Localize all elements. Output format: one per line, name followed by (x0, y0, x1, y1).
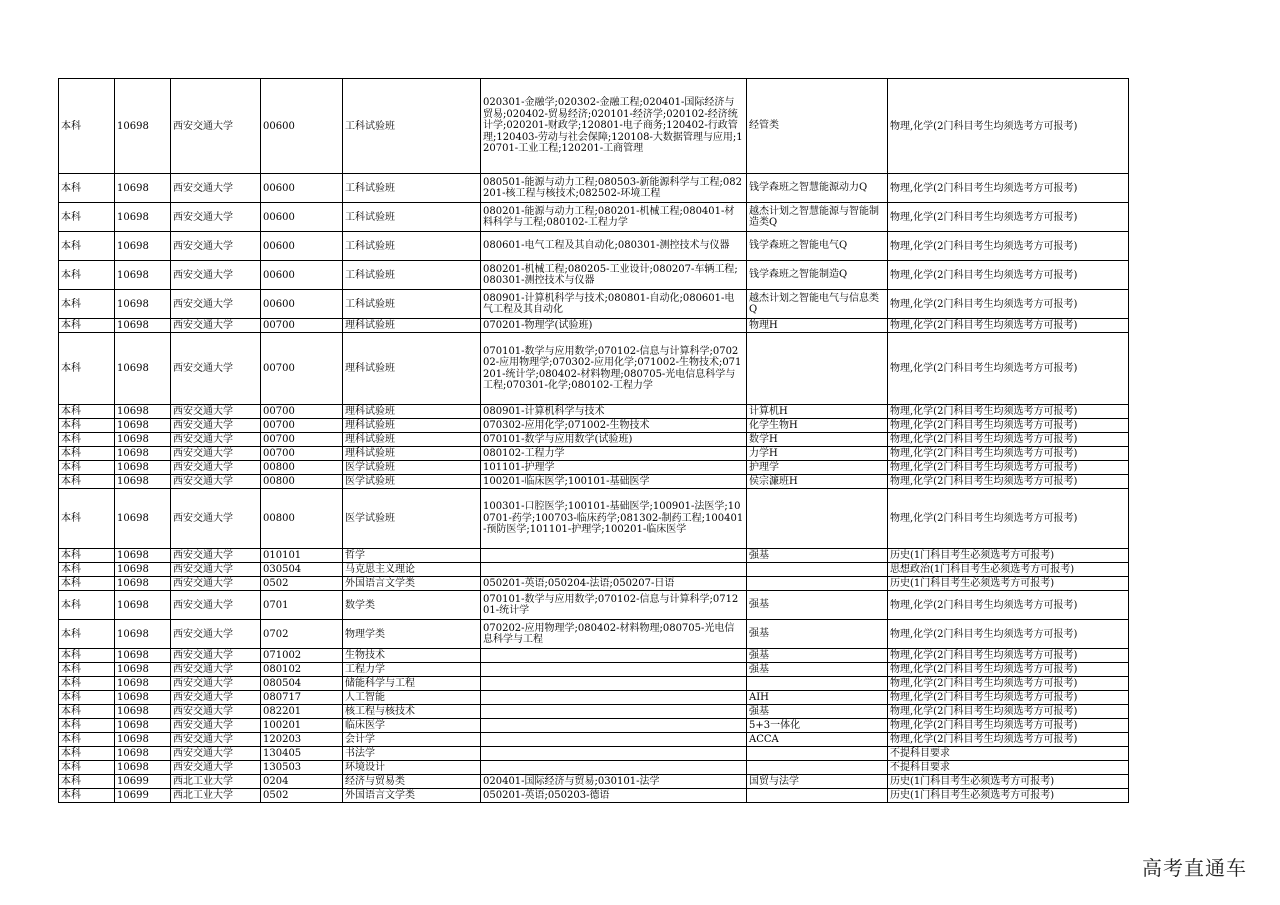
level-cell: 本科 (59, 733, 115, 747)
table-row (59, 433, 1129, 447)
major-name-cell: 工科试验班 (343, 174, 481, 203)
major-name-cell: 核工程与核技术 (343, 705, 481, 719)
level-cell: 本科 (59, 747, 115, 761)
level-cell: 本科 (59, 705, 115, 719)
school-code-cell: 10698 (115, 705, 171, 719)
remark-cell: 计算机H (747, 405, 888, 419)
school-code-cell: 10698 (115, 677, 171, 691)
included-majors-cell: 080901-计算机科学与技术;080801-自动化;080601-电气工程及其自动化 (481, 290, 747, 319)
subject-requirement-cell: 物理,化学(2门科目考生均须选考方可报考) (888, 261, 1129, 290)
remark-cell: 钱学森班之智能电气Q (747, 232, 888, 261)
table-row (59, 733, 1129, 747)
level-cell: 本科 (59, 447, 115, 461)
major-code-cell: 030504 (261, 563, 343, 577)
school-name-cell: 西安交通大学 (171, 475, 261, 489)
remark-cell: 钱学森班之智能制造Q (747, 261, 888, 290)
subject-requirement-cell: 物理,化学(2门科目考生均须选考方可报考) (888, 290, 1129, 319)
subject-requirement-cell: 物理,化学(2门科目考生均须选考方可报考) (888, 447, 1129, 461)
major-name-cell: 理科试验班 (343, 433, 481, 447)
major-name-cell: 理科试验班 (343, 419, 481, 433)
level-cell: 本科 (59, 591, 115, 620)
subject-requirement-cell: 物理,化学(2门科目考生均须选考方可报考) (888, 232, 1129, 261)
level-cell: 本科 (59, 620, 115, 649)
level-cell: 本科 (59, 405, 115, 419)
included-majors-cell: 080201-能源与动力工程;080201-机械工程;080401-材料科学与工程;080102-工程力学 (481, 203, 747, 232)
subject-requirement-cell: 物理,化学(2门科目考生均须选考方可报考) (888, 203, 1129, 232)
included-majors-cell (481, 677, 747, 691)
remark-cell: 强基 (747, 705, 888, 719)
level-cell: 本科 (59, 649, 115, 663)
school-code-cell: 10698 (115, 419, 171, 433)
major-code-cell: 00800 (261, 475, 343, 489)
school-name-cell: 西安交通大学 (171, 691, 261, 705)
major-name-cell: 工科试验班 (343, 261, 481, 290)
school-code-cell: 10698 (115, 747, 171, 761)
subject-requirement-cell: 历史(1门科目考生必须选考方可报考) (888, 549, 1129, 563)
included-majors-cell: 050201-英语;050204-法语;050207-日语 (481, 577, 747, 591)
subject-requirement-cell: 不提科目要求 (888, 747, 1129, 761)
level-cell: 本科 (59, 319, 115, 333)
subject-requirement-cell: 物理,化学(2门科目考生均须选考方可报考) (888, 691, 1129, 705)
level-cell: 本科 (59, 203, 115, 232)
school-name-cell: 西安交通大学 (171, 761, 261, 775)
school-name-cell: 西安交通大学 (171, 461, 261, 475)
school-code-cell: 10698 (115, 232, 171, 261)
remark-cell: 越杰计划之智能电气与信息类Q (747, 290, 888, 319)
remark-cell: 强基 (747, 549, 888, 563)
included-majors-cell (481, 719, 747, 733)
school-code-cell: 10698 (115, 333, 171, 405)
level-cell: 本科 (59, 549, 115, 563)
subject-requirement-cell: 不提科目要求 (888, 761, 1129, 775)
included-majors-cell (481, 747, 747, 761)
subject-requirement-cell: 物理,化学(2门科目考生均须选考方可报考) (888, 719, 1129, 733)
school-name-cell: 西安交通大学 (171, 405, 261, 419)
level-cell: 本科 (59, 691, 115, 705)
school-code-cell: 10698 (115, 620, 171, 649)
level-cell: 本科 (59, 761, 115, 775)
major-code-cell: 00700 (261, 433, 343, 447)
subject-requirement-cell: 物理,化学(2门科目考生均须选考方可报考) (888, 319, 1129, 333)
included-majors-cell (481, 733, 747, 747)
major-code-cell: 00700 (261, 447, 343, 461)
remark-cell: 经管类 (747, 79, 888, 174)
school-code-cell: 10698 (115, 733, 171, 747)
major-code-cell: 100201 (261, 719, 343, 733)
table-row (59, 447, 1129, 461)
major-name-cell: 哲学 (343, 549, 481, 563)
table-row (59, 419, 1129, 433)
remark-cell: AIH (747, 691, 888, 705)
table-row (59, 620, 1129, 649)
school-name-cell: 西北工业大学 (171, 775, 261, 789)
subject-requirement-cell: 物理,化学(2门科目考生均须选考方可报考) (888, 333, 1129, 405)
table-row (59, 290, 1129, 319)
major-name-cell: 工程力学 (343, 663, 481, 677)
table-row (59, 333, 1129, 405)
level-cell: 本科 (59, 789, 115, 803)
level-cell: 本科 (59, 290, 115, 319)
major-code-cell: 0502 (261, 577, 343, 591)
school-name-cell: 西安交通大学 (171, 677, 261, 691)
subject-requirement-cell: 物理,化学(2门科目考生均须选考方可报考) (888, 433, 1129, 447)
subject-requirement-cell: 历史(1门科目考生必须选考方可报考) (888, 775, 1129, 789)
remark-cell (747, 747, 888, 761)
table-row (59, 789, 1129, 803)
school-code-cell: 10698 (115, 549, 171, 563)
level-cell: 本科 (59, 577, 115, 591)
level-cell: 本科 (59, 419, 115, 433)
major-name-cell: 经济与贸易类 (343, 775, 481, 789)
major-name-cell: 医学试验班 (343, 489, 481, 549)
school-name-cell: 西安交通大学 (171, 232, 261, 261)
subject-requirement-cell: 物理,化学(2门科目考生均须选考方可报考) (888, 79, 1129, 174)
level-cell: 本科 (59, 433, 115, 447)
remark-cell: 数学H (747, 433, 888, 447)
major-name-cell: 工科试验班 (343, 290, 481, 319)
major-name-cell: 工科试验班 (343, 79, 481, 174)
remark-cell: 强基 (747, 649, 888, 663)
table-row (59, 563, 1129, 577)
school-code-cell: 10698 (115, 563, 171, 577)
school-code-cell: 10698 (115, 461, 171, 475)
major-name-cell: 会计学 (343, 733, 481, 747)
major-code-cell: 00600 (261, 79, 343, 174)
school-code-cell: 10698 (115, 761, 171, 775)
major-name-cell: 理科试验班 (343, 333, 481, 405)
school-name-cell: 西安交通大学 (171, 489, 261, 549)
school-name-cell: 西安交通大学 (171, 333, 261, 405)
level-cell: 本科 (59, 333, 115, 405)
subject-requirement-cell: 物理,化学(2门科目考生均须选考方可报考) (888, 733, 1129, 747)
included-majors-cell: 070201-物理学(试验班) (481, 319, 747, 333)
major-name-cell: 外国语言文学类 (343, 577, 481, 591)
table-row (59, 203, 1129, 232)
table-row (59, 489, 1129, 549)
included-majors-cell: 020401-国际经济与贸易;030101-法学 (481, 775, 747, 789)
subject-requirement-cell: 物理,化学(2门科目考生均须选考方可报考) (888, 461, 1129, 475)
included-majors-cell (481, 705, 747, 719)
subject-requirement-cell: 物理,化学(2门科目考生均须选考方可报考) (888, 174, 1129, 203)
school-name-cell: 西安交通大学 (171, 447, 261, 461)
major-name-cell: 外国语言文学类 (343, 789, 481, 803)
table-row (59, 232, 1129, 261)
remark-cell: 强基 (747, 663, 888, 677)
school-name-cell: 西安交通大学 (171, 203, 261, 232)
major-name-cell: 环境设计 (343, 761, 481, 775)
level-cell: 本科 (59, 461, 115, 475)
included-majors-cell: 070101-数学与应用数学;070102-信息与计算科学;071201-统计学 (481, 591, 747, 620)
included-majors-cell: 050201-英语;050203-德语 (481, 789, 747, 803)
level-cell: 本科 (59, 174, 115, 203)
major-code-cell: 010101 (261, 549, 343, 563)
included-majors-cell (481, 563, 747, 577)
school-code-cell: 10698 (115, 203, 171, 232)
school-name-cell: 西安交通大学 (171, 577, 261, 591)
school-code-cell: 10698 (115, 719, 171, 733)
subject-requirement-cell: 物理,化学(2门科目考生均须选考方可报考) (888, 663, 1129, 677)
remark-cell: 力学H (747, 447, 888, 461)
table-row (59, 79, 1129, 174)
remark-cell (747, 563, 888, 577)
major-name-cell: 医学试验班 (343, 461, 481, 475)
major-code-cell: 00600 (261, 261, 343, 290)
remark-cell: 化学生物H (747, 419, 888, 433)
table-row (59, 663, 1129, 677)
school-code-cell: 10698 (115, 577, 171, 591)
subject-requirement-cell: 物理,化学(2门科目考生均须选考方可报考) (888, 591, 1129, 620)
table-row (59, 775, 1129, 789)
level-cell: 本科 (59, 475, 115, 489)
major-name-cell: 医学试验班 (343, 475, 481, 489)
school-code-cell: 10698 (115, 489, 171, 549)
table-row (59, 577, 1129, 591)
included-majors-cell: 070202-应用物理学;080402-材料物理;080705-光电信息科学与工程 (481, 620, 747, 649)
major-code-cell: 080504 (261, 677, 343, 691)
table-row (59, 747, 1129, 761)
included-majors-cell: 070302-应用化学;071002-生物技术 (481, 419, 747, 433)
school-code-cell: 10698 (115, 290, 171, 319)
included-majors-cell: 070101-数学与应用数学;070102-信息与计算科学;070202-应用物理学;070302-应用化学;071002-生物技术;071201-统计学;080402-材料物理;080705-光电信息科学与工程;070301-化学;080102-工程力学 (481, 333, 747, 405)
watermark-logo: 高考直通车 (1142, 856, 1247, 880)
school-name-cell: 西安交通大学 (171, 649, 261, 663)
included-majors-cell: 101101-护理学 (481, 461, 747, 475)
major-name-cell: 马克思主义理论 (343, 563, 481, 577)
school-name-cell: 西安交通大学 (171, 663, 261, 677)
level-cell: 本科 (59, 563, 115, 577)
major-name-cell: 理科试验班 (343, 447, 481, 461)
major-code-cell: 00600 (261, 232, 343, 261)
included-majors-cell (481, 663, 747, 677)
table-row (59, 261, 1129, 290)
school-name-cell: 西安交通大学 (171, 261, 261, 290)
subject-requirement-cell: 物理,化学(2门科目考生均须选考方可报考) (888, 419, 1129, 433)
school-name-cell: 西安交通大学 (171, 733, 261, 747)
major-code-cell: 080102 (261, 663, 343, 677)
major-code-cell: 0502 (261, 789, 343, 803)
subject-requirement-cell: 物理,化学(2门科目考生均须选考方可报考) (888, 620, 1129, 649)
subject-requirement-cell: 物理,化学(2门科目考生均须选考方可报考) (888, 649, 1129, 663)
school-code-cell: 10698 (115, 261, 171, 290)
remark-cell (747, 761, 888, 775)
major-code-cell: 071002 (261, 649, 343, 663)
school-code-cell: 10698 (115, 405, 171, 419)
remark-cell (747, 577, 888, 591)
school-code-cell: 10698 (115, 663, 171, 677)
major-name-cell: 工科试验班 (343, 232, 481, 261)
included-majors-cell (481, 761, 747, 775)
remark-cell (747, 789, 888, 803)
school-code-cell: 10698 (115, 649, 171, 663)
major-code-cell: 0702 (261, 620, 343, 649)
remark-cell (747, 333, 888, 405)
school-name-cell: 西安交通大学 (171, 705, 261, 719)
level-cell: 本科 (59, 677, 115, 691)
remark-cell: 越杰计划之智慧能源与智能制造类Q (747, 203, 888, 232)
major-name-cell: 临床医学 (343, 719, 481, 733)
subject-requirement-cell: 物理,化学(2门科目考生均须选考方可报考) (888, 677, 1129, 691)
school-code-cell: 10698 (115, 433, 171, 447)
major-code-cell: 00600 (261, 290, 343, 319)
table-row (59, 174, 1129, 203)
remark-cell: 物理H (747, 319, 888, 333)
level-cell: 本科 (59, 775, 115, 789)
included-majors-cell: 080601-电气工程及其自动化;080301-测控技术与仪器 (481, 232, 747, 261)
school-name-cell: 西安交通大学 (171, 563, 261, 577)
major-name-cell: 生物技术 (343, 649, 481, 663)
level-cell: 本科 (59, 261, 115, 290)
level-cell: 本科 (59, 663, 115, 677)
major-code-cell: 0701 (261, 591, 343, 620)
major-code-cell: 00700 (261, 319, 343, 333)
school-name-cell: 西安交通大学 (171, 79, 261, 174)
school-code-cell: 10698 (115, 591, 171, 620)
school-code-cell: 10698 (115, 475, 171, 489)
subject-requirement-cell: 历史(1门科目考生必须选考方可报考) (888, 789, 1129, 803)
included-majors-cell: 080201-机械工程;080205-工业设计;080207-车辆工程;080301-测控技术与仪器 (481, 261, 747, 290)
table-row (59, 549, 1129, 563)
included-majors-cell: 100201-临床医学;100101-基础医学 (481, 475, 747, 489)
major-name-cell: 储能科学与工程 (343, 677, 481, 691)
school-name-cell: 西安交通大学 (171, 719, 261, 733)
subject-requirement-cell: 物理,化学(2门科目考生均须选考方可报考) (888, 705, 1129, 719)
remark-cell: 强基 (747, 620, 888, 649)
school-name-cell: 西安交通大学 (171, 319, 261, 333)
subject-requirement-cell: 思想政治(1门科目考生必须选考方可报考) (888, 563, 1129, 577)
remark-cell (747, 677, 888, 691)
school-name-cell: 西安交通大学 (171, 591, 261, 620)
major-code-cell: 00600 (261, 174, 343, 203)
included-majors-cell (481, 649, 747, 663)
remark-cell: 钱学森班之智慧能源动力Q (747, 174, 888, 203)
level-cell: 本科 (59, 232, 115, 261)
included-majors-cell: 020301-金融学;020302-金融工程;020401-国际经济与贸易;020402-贸易经济;020101-经济学;020102-经济统计学;020201-财政学;120801-电子商务;120402-行政管理;120403-劳动与社会保障;120108-大数据管理与应用;120701-工业工程;120201-工商管理 (481, 79, 747, 174)
major-name-cell: 理科试验班 (343, 405, 481, 419)
table-row (59, 719, 1129, 733)
major-code-cell: 00700 (261, 405, 343, 419)
level-cell: 本科 (59, 489, 115, 549)
major-code-cell: 00800 (261, 489, 343, 549)
major-code-cell: 00800 (261, 461, 343, 475)
remark-cell: 护理学 (747, 461, 888, 475)
major-code-cell: 00600 (261, 203, 343, 232)
remark-cell: 强基 (747, 591, 888, 620)
remark-cell: 国贸与法学 (747, 775, 888, 789)
included-majors-cell: 080102-工程力学 (481, 447, 747, 461)
school-name-cell: 西安交通大学 (171, 549, 261, 563)
school-code-cell: 10699 (115, 775, 171, 789)
major-name-cell: 理科试验班 (343, 319, 481, 333)
major-name-cell: 人工智能 (343, 691, 481, 705)
major-code-cell: 00700 (261, 419, 343, 433)
table-body (59, 79, 1129, 803)
table-row (59, 761, 1129, 775)
major-name-cell: 数学类 (343, 591, 481, 620)
subject-requirement-cell: 物理,化学(2门科目考生均须选考方可报考) (888, 475, 1129, 489)
school-name-cell: 西安交通大学 (171, 290, 261, 319)
major-code-cell: 080717 (261, 691, 343, 705)
school-name-cell: 西安交通大学 (171, 747, 261, 761)
remark-cell: ACCA (747, 733, 888, 747)
school-code-cell: 10699 (115, 789, 171, 803)
remark-cell (747, 489, 888, 549)
major-code-cell: 120203 (261, 733, 343, 747)
subject-requirement-cell: 物理,化学(2门科目考生均须选考方可报考) (888, 405, 1129, 419)
school-name-cell: 西安交通大学 (171, 620, 261, 649)
school-name-cell: 西北工业大学 (171, 789, 261, 803)
included-majors-cell (481, 549, 747, 563)
level-cell: 本科 (59, 79, 115, 174)
table-row (59, 461, 1129, 475)
school-name-cell: 西安交通大学 (171, 174, 261, 203)
included-majors-cell (481, 691, 747, 705)
table-row (59, 649, 1129, 663)
remark-cell: 5+3一体化 (747, 719, 888, 733)
major-name-cell: 工科试验班 (343, 203, 481, 232)
table-row (59, 591, 1129, 620)
table-row (59, 405, 1129, 419)
enrollment-table (58, 78, 1129, 803)
included-majors-cell: 080901-计算机科学与技术 (481, 405, 747, 419)
table-row (59, 475, 1129, 489)
school-name-cell: 西安交通大学 (171, 419, 261, 433)
school-code-cell: 10698 (115, 174, 171, 203)
major-code-cell: 0204 (261, 775, 343, 789)
school-code-cell: 10698 (115, 447, 171, 461)
school-code-cell: 10698 (115, 691, 171, 705)
table-row (59, 691, 1129, 705)
remark-cell: 侯宗濂班H (747, 475, 888, 489)
table-row (59, 319, 1129, 333)
included-majors-cell: 100301-口腔医学;100101-基础医学;100901-法医学;100701-药学;100703-临床药学;081302-制药工程;100401-预防医学;101101-护理学;100201-临床医学 (481, 489, 747, 549)
school-code-cell: 10698 (115, 79, 171, 174)
major-name-cell: 书法学 (343, 747, 481, 761)
major-code-cell: 130503 (261, 761, 343, 775)
included-majors-cell: 070101-数学与应用数学(试验班) (481, 433, 747, 447)
table-row (59, 677, 1129, 691)
major-code-cell: 00700 (261, 333, 343, 405)
subject-requirement-cell: 历史(1门科目考生必须选考方可报考) (888, 577, 1129, 591)
table-row (59, 705, 1129, 719)
level-cell: 本科 (59, 719, 115, 733)
major-code-cell: 082201 (261, 705, 343, 719)
included-majors-cell: 080501-能源与动力工程;080503-新能源科学与工程;082201-核工程与核技术;082502-环境工程 (481, 174, 747, 203)
school-code-cell: 10698 (115, 319, 171, 333)
major-code-cell: 130405 (261, 747, 343, 761)
subject-requirement-cell: 物理,化学(2门科目考生均须选考方可报考) (888, 489, 1129, 549)
school-name-cell: 西安交通大学 (171, 433, 261, 447)
major-name-cell: 物理学类 (343, 620, 481, 649)
